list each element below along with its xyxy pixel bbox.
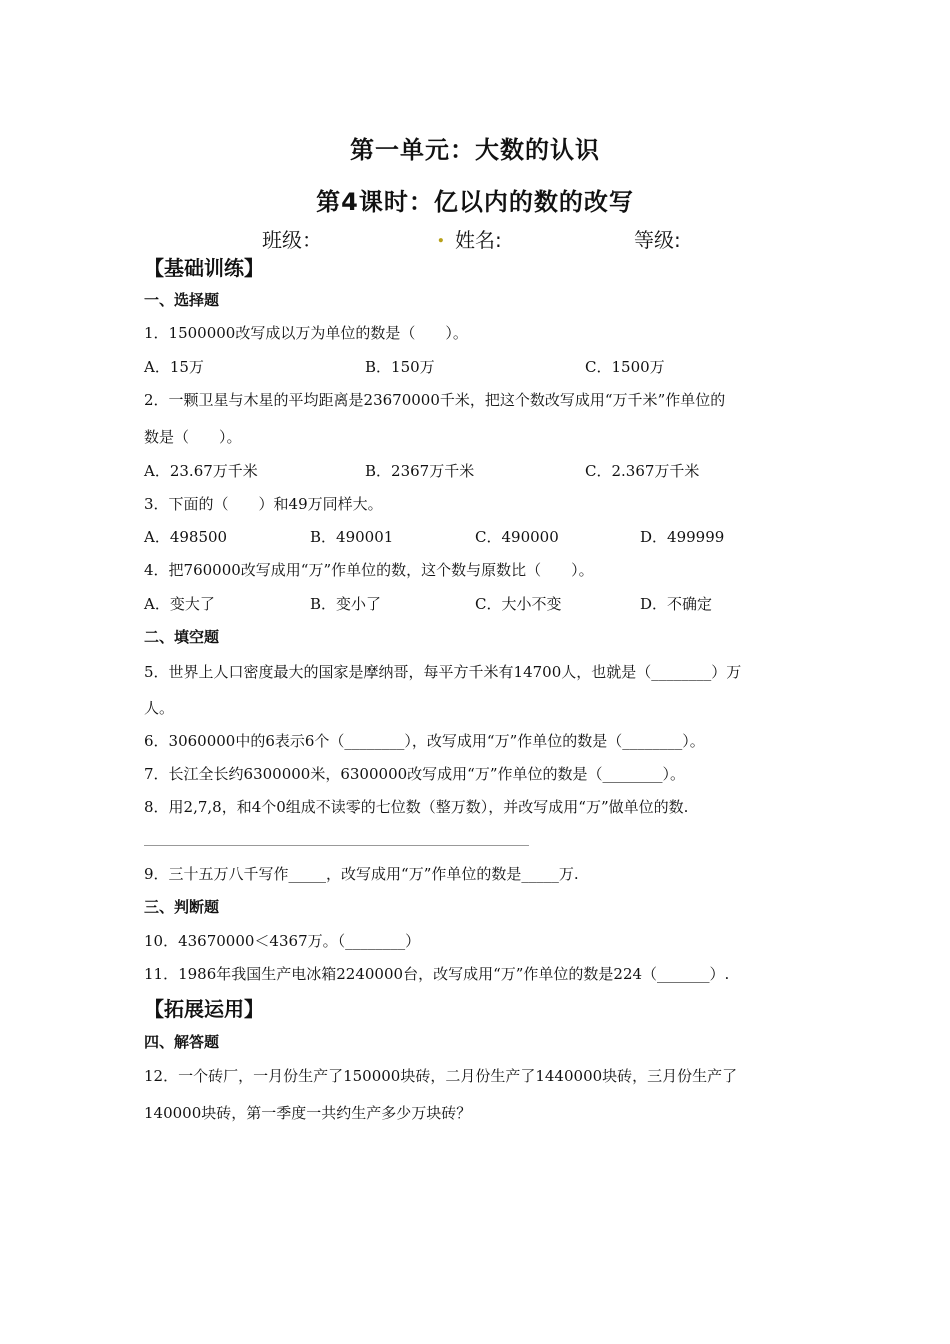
q1-option-a: A．15万	[144, 358, 204, 376]
answer-line	[144, 845, 529, 846]
section-extend: 【拓展运用】	[144, 997, 264, 1021]
q3-option-c: C．490000	[475, 528, 559, 546]
question-9: 9．三十五万八千写作_____，改写成用“万”作单位的数是_____万.	[144, 865, 579, 883]
name-label: 姓名:	[455, 228, 502, 252]
q4-option-d: D．不确定	[640, 595, 713, 613]
question-4: 4．把760000改写成用“万”作单位的数，这个数与原数比（ ）。	[144, 561, 594, 579]
question-3: 3．下面的（ ）和49万同样大。	[144, 495, 383, 513]
q4-option-a: A．变大了	[144, 595, 215, 613]
q4-option-c: C．大小不变	[475, 595, 562, 613]
lesson-title: 第4课时：亿以内的数的改写	[316, 188, 634, 216]
question-10: 10．43670000＜4367万。（________）	[144, 932, 421, 950]
question-2-line2: 数是（ ）。	[144, 428, 242, 446]
q3-option-d: D．499999	[640, 528, 725, 546]
question-5-line1: 5．世界上人口密度最大的国家是摩纳哥，每平方千米有14700人，也就是（________）万	[144, 663, 742, 681]
class-label: 班级：	[262, 228, 322, 252]
question-7: 7．长江全长约6300000米，6300000改写成用“万”作单位的数是（________）。	[144, 765, 685, 783]
q1-option-b: B．150万	[365, 358, 435, 376]
question-12-line1: 12．一个砖厂，一月份生产了150000块砖，二月份生产了1440000块砖，三月份生产了	[144, 1067, 738, 1085]
q1-option-c: C．1500万	[585, 358, 665, 376]
dot-mark: .	[437, 222, 445, 248]
heading-fill: 二、填空题	[144, 628, 220, 646]
heading-judge: 三、判断题	[144, 898, 220, 916]
question-11: 11．1986年我国生产电冰箱2240000台，改写成用“万”作单位的数是224（_______）.	[144, 965, 730, 983]
q3-option-b: B．490001	[310, 528, 394, 546]
question-12-line2: 140000块砖，第一季度一共约生产多少万块砖？	[144, 1104, 472, 1122]
q2-option-b: B．2367万千米	[365, 462, 475, 480]
question-1: 1．1500000改写成以万为单位的数是（ ）。	[144, 324, 468, 342]
question-8: 8．用2,7,8，和4个0组成不读零的七位数（整万数），并改写成用“万”做单位的数.	[144, 798, 689, 816]
question-2-line1: 2．一颗卫星与木星的平均距离是23670000千米，把这个数改写成用“万千米”作单位的	[144, 391, 726, 409]
q4-option-b: B．变小了	[310, 595, 382, 613]
grade-label: 等级:	[634, 228, 681, 252]
question-6: 6．3060000中的6表示6个（________），改写成用“万”作单位的数是（________）。	[144, 732, 705, 750]
heading-choice: 一、选择题	[144, 291, 220, 309]
heading-answer: 四、解答题	[144, 1033, 220, 1051]
q2-option-c: C．2.367万千米	[585, 462, 700, 480]
unit-title: 第一单元：大数的认识	[350, 136, 600, 164]
q2-option-a: A．23.67万千米	[144, 462, 258, 480]
q3-option-a: A．498500	[144, 528, 228, 546]
question-5-line2: 人。	[144, 699, 175, 717]
section-basic: 【基础训练】	[144, 256, 264, 280]
